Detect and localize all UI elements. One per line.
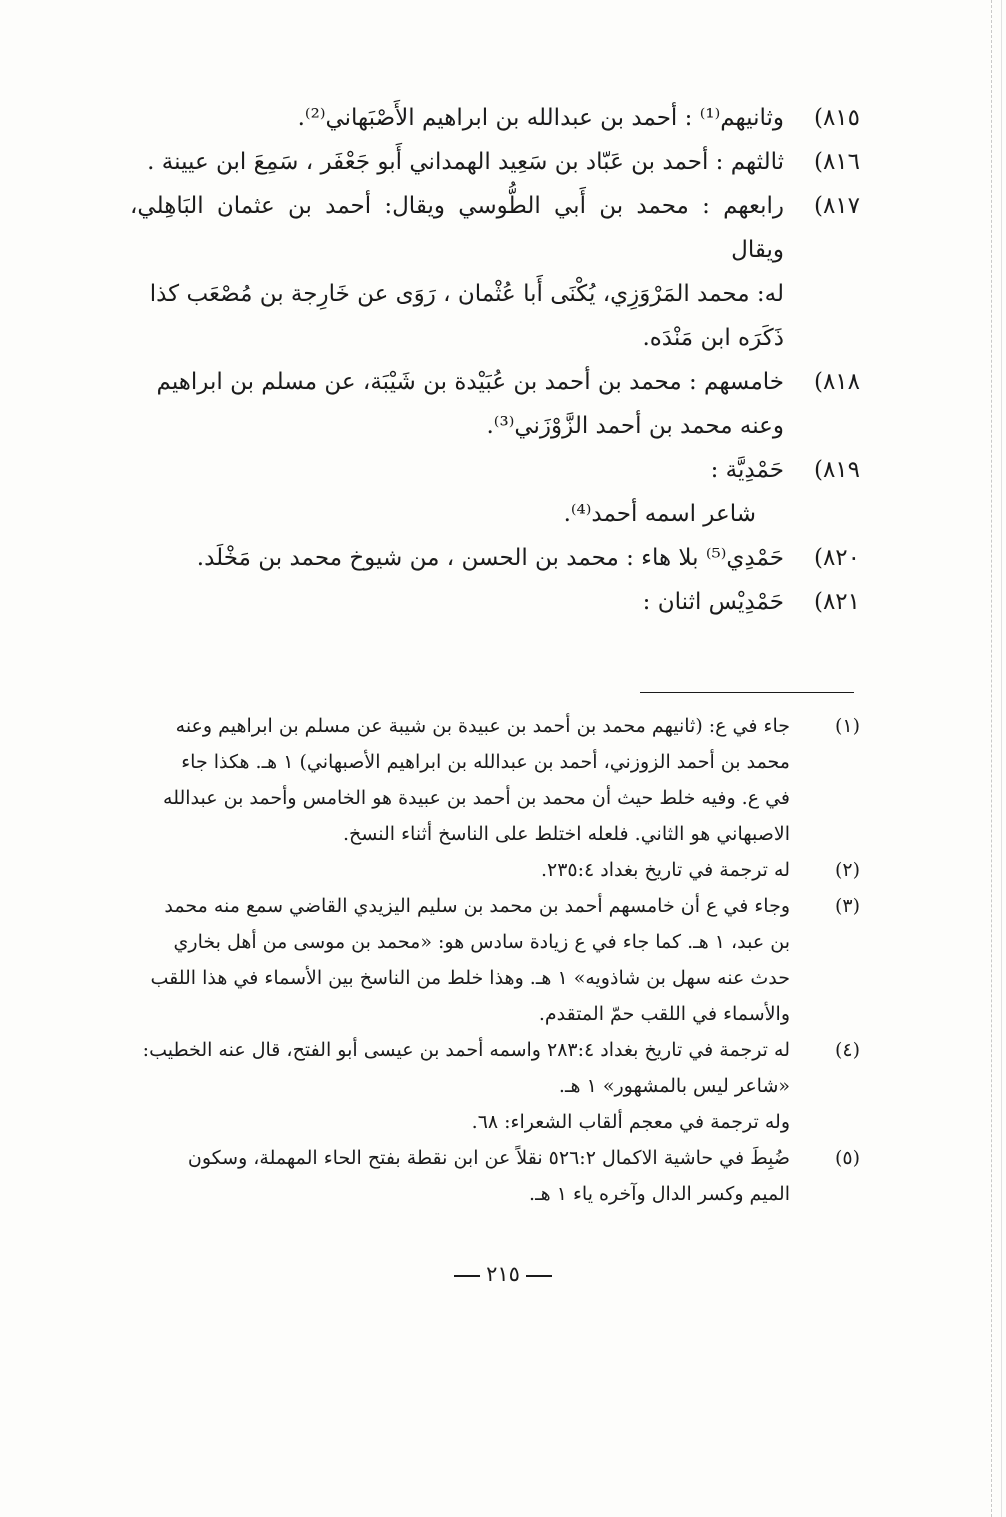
footnote-2: [130, 852, 860, 888]
entry-816: [130, 140, 860, 184]
entry-line: حَمْدِيَّة :: [710, 457, 784, 483]
footnote-body: [130, 708, 790, 852]
entry-number: ٨٢٠): [813, 545, 860, 571]
footnote-number: (١): [834, 715, 860, 737]
entry-body: [130, 448, 784, 492]
entry-number: ٨١٨): [813, 369, 860, 395]
entry-817: [130, 184, 860, 360]
entry-body: [130, 184, 784, 360]
entry-body: [130, 536, 784, 580]
page-edge-line: [990, 0, 992, 1517]
footnotes: [130, 708, 860, 1212]
footnote-line: «شاعر ليس بالمشهور» ١ هـ.: [558, 1075, 790, 1097]
footnote-divider: [640, 692, 854, 693]
entry-line: حَمْدِي⁽⁵⁾ بلا هاء : محمد بن الحسن ، من شيوخ محمد بن مَخْلَد.: [196, 545, 784, 571]
page-number: ٢١٥: [486, 1262, 520, 1286]
entry-821: [130, 580, 860, 624]
entry-819: [130, 448, 860, 492]
footnote-line: في ع. وفيه خلط حيث أن محمد بن أحمد بن عبيدة هو الخامس وأحمد بن عبدالله: [163, 787, 790, 809]
footnote-line: الاصبهاني هو الثاني. فلعله اختلط على الناسخ أثناء النسخ.: [343, 823, 790, 845]
footnote-number: (٢): [834, 859, 860, 881]
entry-line: ثالثهم : أحمد بن عَبّاد بن سَعِيد الهمداني أَبو جَعْفَر ، سَمِعَ ابن عيينة .: [147, 149, 784, 175]
footnote-line: له ترجمة في تاريخ بغداد ٢٨٣:٤ واسمه أحمد بن عيسى أبو الفتح، قال عنه الخطيب:: [142, 1039, 790, 1061]
entry-line: له: محمد المَرْوَزِي، يُكْنَى أَبا عُثْمان ، رَوَى عن خَارِجة بن مُصْعَب كذا: [149, 281, 784, 307]
entry-number: ٨٢١): [813, 589, 860, 615]
footnote-body: [130, 1140, 790, 1212]
footnote-line: ضُبِطَ في حاشية الاكمال ٥٢٦:٢ نقلاً عن ابن نقطة بفتح الحاء المهملة، وسكون: [187, 1147, 790, 1169]
footnote-body: [130, 852, 790, 888]
entry-line: ذَكَرَه ابن مَنْدَه.: [642, 325, 784, 351]
entry-body: [130, 140, 784, 184]
entry-line: وعنه محمد بن أحمد الزَّوْزَني⁽³⁾.: [486, 413, 784, 439]
entry-number: ٨١٥): [813, 105, 860, 131]
footnote-line: والأسماء في اللقب حمّ المتقدم.: [538, 1003, 790, 1025]
footnote-body: [130, 1032, 790, 1140]
footnote-line: وله ترجمة في معجم ألقاب الشعراء: ٦٨.: [471, 1111, 790, 1133]
footnote-number: (٥): [834, 1147, 860, 1169]
entry-line: وثانيهم⁽¹⁾ : أحمد بن عبدالله بن ابراهيم الأَصْبَهاني⁽²⁾.: [297, 105, 784, 131]
footnote-line: حدث عنه سهل بن شاذويه» ١ هـ. وهذا خلط من الناسخ بين الأسماء في هذا اللقب: [150, 967, 790, 989]
footnote-5: [130, 1140, 860, 1212]
footnote-number: (٤): [834, 1039, 860, 1061]
folio-dash: [526, 1275, 552, 1277]
entry-body: [130, 580, 784, 624]
entry-818: [130, 360, 860, 448]
footnote-line: جاء في ع: (ثانيهم محمد بن أحمد بن عبيدة بن شيبة عن مسلم بن ابراهيم وعنه: [175, 715, 790, 737]
footnote-3: [130, 888, 860, 1032]
footnote-1: [130, 708, 860, 852]
entry-number: ٨١٦): [813, 149, 860, 175]
page-edge-shadow: [1000, 0, 1002, 1517]
footnote-line: الميم وكسر الدال وآخره ياء ١ هـ.: [529, 1183, 790, 1205]
entry-820: [130, 536, 860, 580]
footnote-line: محمد بن أحمد الزوزني، أحمد بن عبدالله بن ابراهيم الأصبهاني) ١ هـ. هكذا جاء: [181, 751, 790, 773]
folio-dash: [454, 1275, 480, 1277]
footnote-body: [130, 888, 790, 1032]
entry-number: ٨١٧): [813, 193, 860, 219]
entry-body: [130, 96, 784, 140]
entry-819-description: شاعر اسمه أحمد⁽⁴⁾.: [563, 501, 756, 527]
entry-815: [130, 96, 860, 140]
entry-line: رابعهم : محمد بن أَبي الطُّوسي ويقال: أحمد بن عثمان البَاهِلي، ويقال: [130, 193, 784, 263]
main-text: [130, 96, 860, 624]
page-number-container: [0, 1262, 1006, 1286]
entry-line: خامسهم : محمد بن أحمد بن عُبَيْدة بن شَيْبَة، عن مسلم بن ابراهيم: [156, 369, 784, 395]
entry-line: حَمْدِيْس اثنان :: [642, 589, 784, 615]
footnote-line: له ترجمة في تاريخ بغداد ٢٣٥:٤.: [540, 859, 790, 881]
entry-body: [130, 360, 784, 448]
footnote-4: [130, 1032, 860, 1140]
entry-number: ٨١٩): [813, 457, 860, 483]
footnote-line: بن عبد، ١ هـ. كما جاء في ع زيادة سادس هو: «محمد بن موسى من أهل بخاري: [173, 931, 790, 953]
footnote-line: وجاء في ع أن خامسهم أحمد بن محمد بن سليم اليزيدي القاضي سمع منه محمد: [164, 895, 790, 917]
footnote-number: (٣): [834, 895, 860, 917]
